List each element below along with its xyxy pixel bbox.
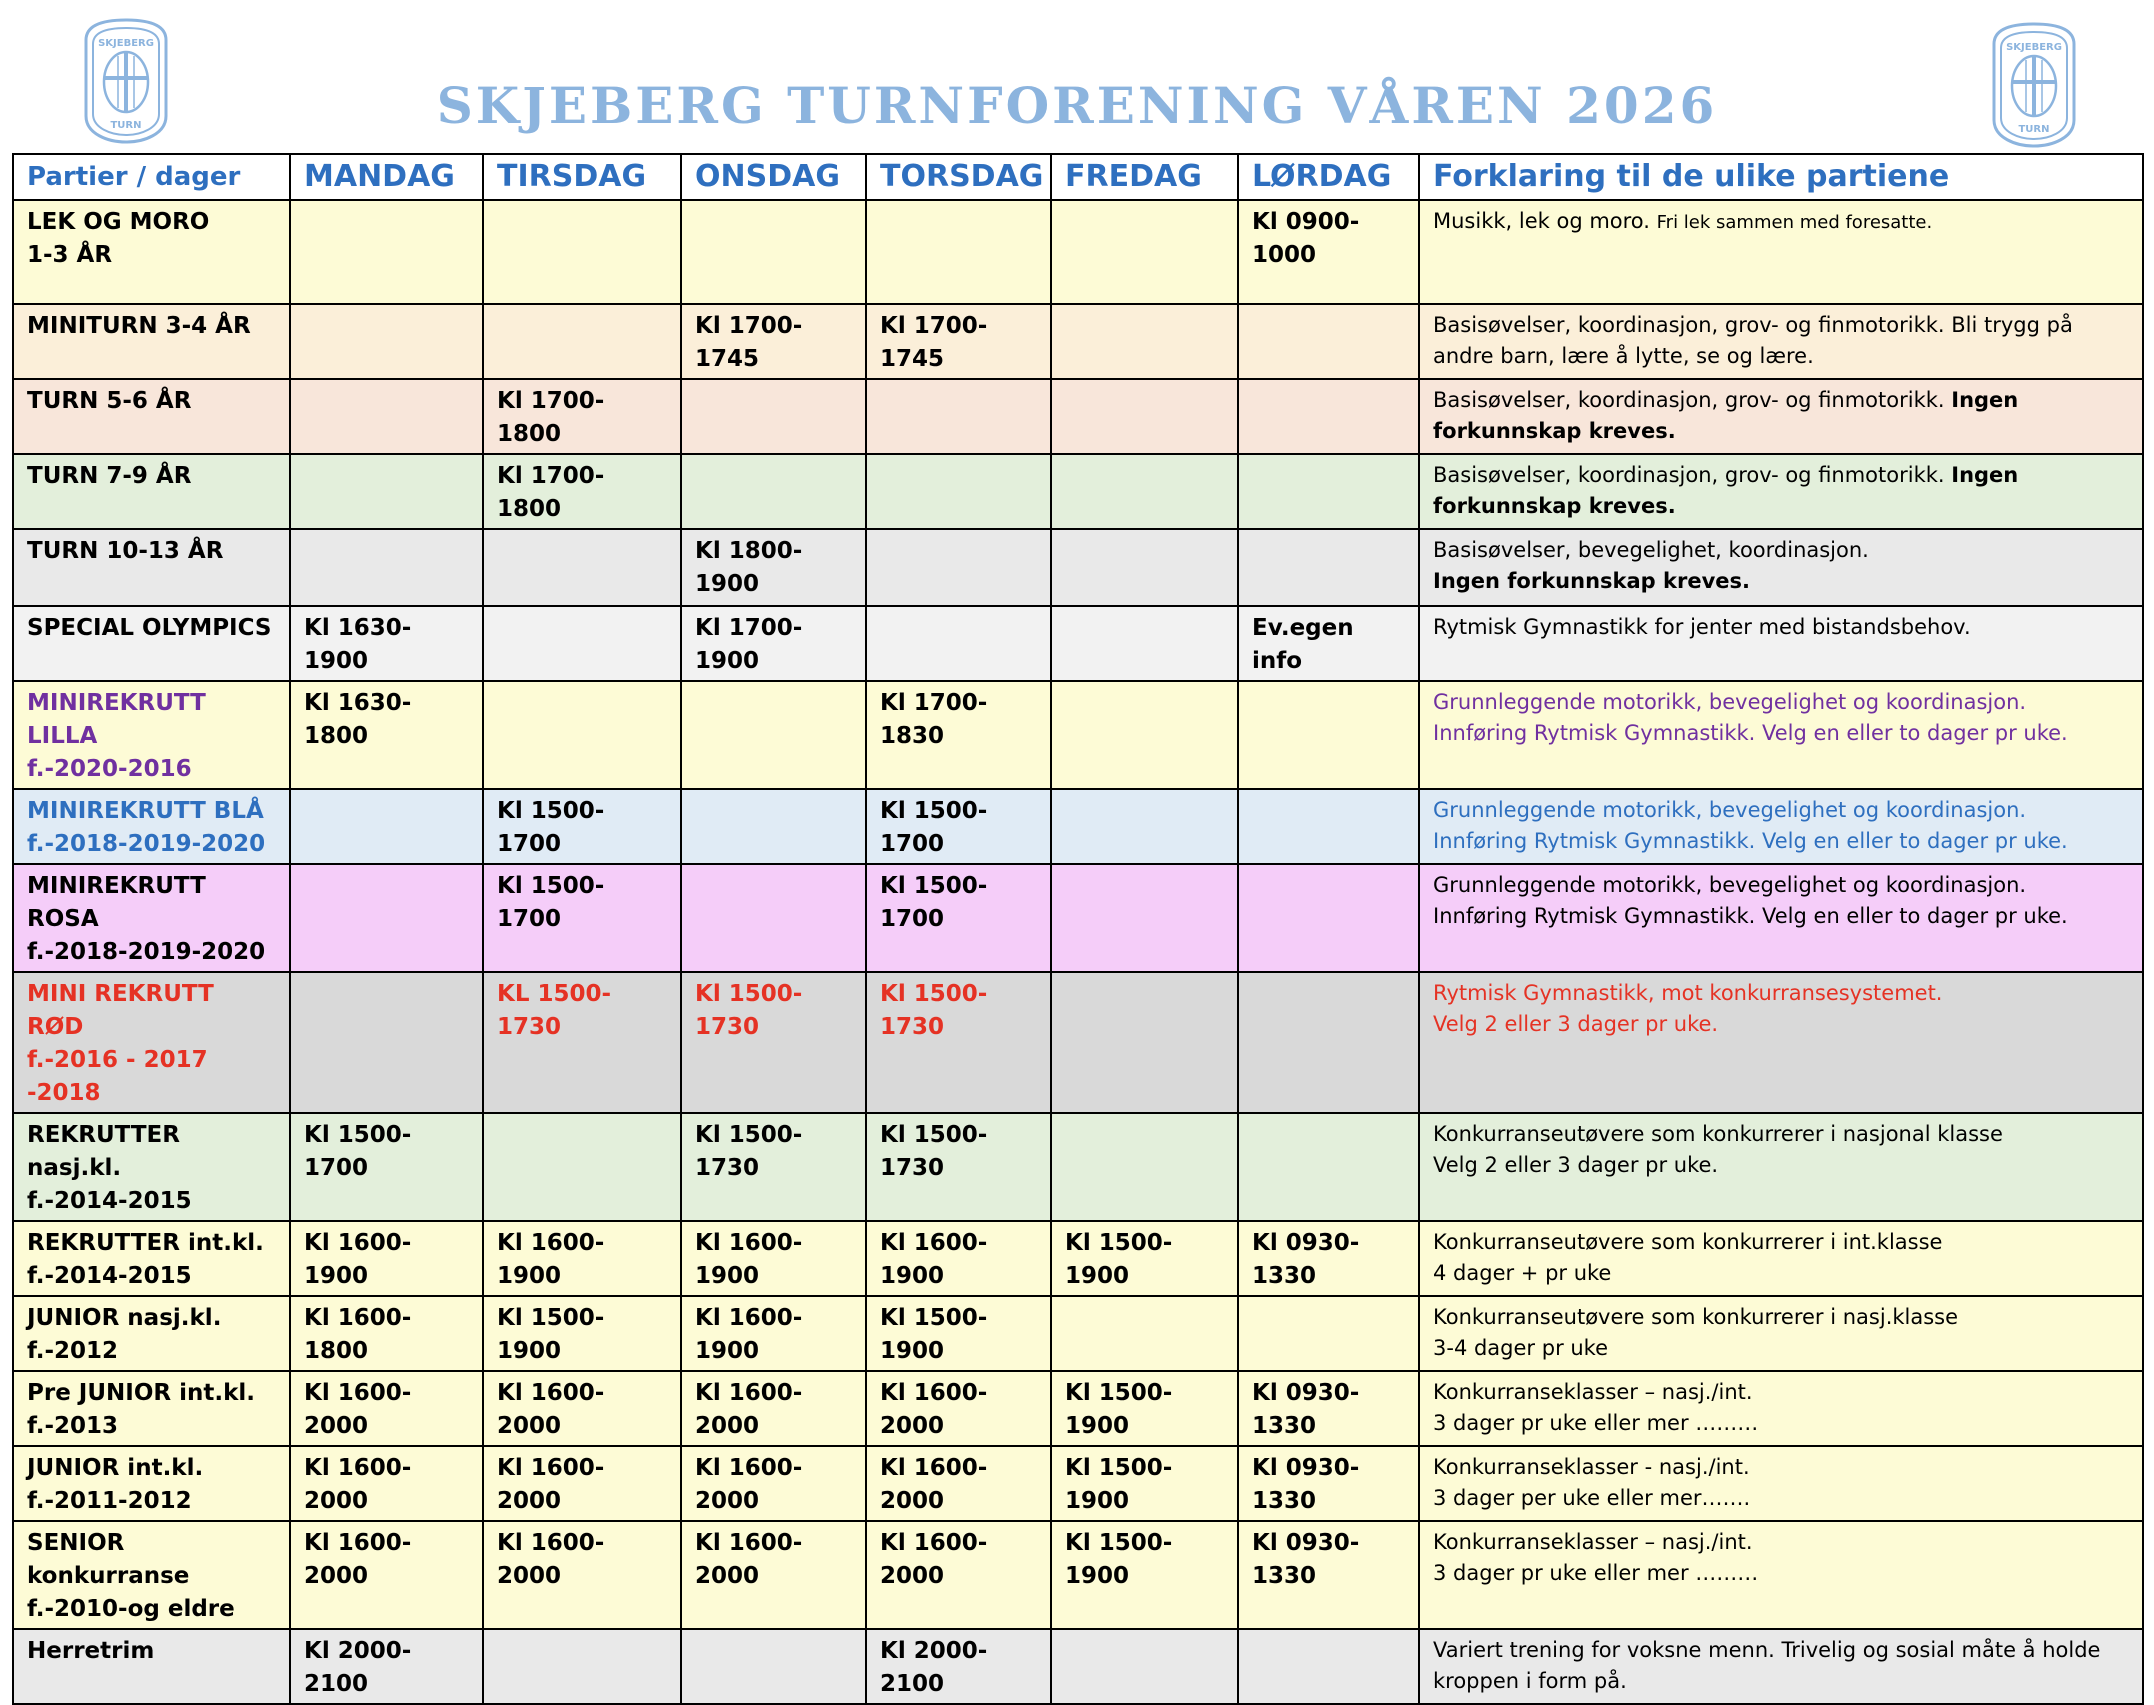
time-cell: Kl 1630-1800: [290, 681, 483, 789]
group-name-cell: [13, 1221, 290, 1296]
column-header-monday: MANDAG: [290, 154, 483, 200]
table-row: [13, 454, 2143, 529]
time-cell: [681, 681, 866, 789]
table-row: [13, 972, 2143, 1113]
description-text: andre barn, lære å lytte, se og lære.: [1433, 344, 1814, 368]
description-line: [1433, 1227, 2129, 1258]
time-cell: Kl 0930-1330: [1238, 1371, 1419, 1446]
description-cell: [1419, 529, 2143, 606]
table-row: [13, 1521, 2143, 1629]
column-header-description: Forklaring til de ulike partiene: [1419, 154, 2143, 200]
time-cell: Kl 0930-1330: [1238, 1221, 1419, 1296]
description-line: [1433, 870, 2129, 901]
table-row: [13, 1296, 2143, 1371]
description-cell: [1419, 1296, 2143, 1371]
time-cell: [1051, 864, 1238, 972]
description-line: [1433, 1119, 2129, 1150]
group-name-line: MINIREKRUTT ROSA: [27, 873, 206, 932]
description-line: [1433, 718, 2129, 749]
time-cell: Kl 1700-1800: [483, 454, 681, 529]
column-header-thursday: TORSDAG: [866, 154, 1051, 200]
description-text: Konkurranseklasser - nasj./int.: [1433, 1455, 1750, 1479]
time-cell: [290, 529, 483, 606]
group-name-line: f.-2014-2015: [27, 1263, 192, 1289]
time-cell: Kl 1800-1900: [681, 529, 866, 606]
description-text: Konkurranseutøvere som konkurrerer i int.klasse: [1433, 1230, 1943, 1254]
description-cell: [1419, 789, 2143, 864]
description-text: Variert trening for voksne menn. Trivelig og sosial måte å holde: [1433, 1638, 2101, 1662]
time-cell: [290, 454, 483, 529]
group-name-cell: [13, 454, 290, 529]
group-name-line: f.-2018-2019-2020: [27, 939, 266, 965]
group-name-line: MINITURN 3-4 ÅR: [27, 313, 251, 339]
group-name-cell: [13, 1296, 290, 1371]
description-text: 3 dager pr uke eller mer ………: [1433, 1561, 1759, 1585]
time-cell: [866, 529, 1051, 606]
table-row: [13, 529, 2143, 606]
time-cell: [681, 200, 866, 304]
time-cell: Kl 1700-1745: [681, 304, 866, 379]
table-row: [13, 1446, 2143, 1521]
time-cell: [483, 1113, 681, 1221]
time-cell: Kl 1600-1900: [483, 1221, 681, 1296]
time-cell: [1238, 1296, 1419, 1371]
description-line: [1433, 1666, 2129, 1697]
time-cell: [1051, 200, 1238, 304]
column-header-tuesday: TIRSDAG: [483, 154, 681, 200]
logo-text-top: SKJEBERG: [2006, 42, 2062, 53]
description-line: [1433, 1558, 2129, 1589]
description-text: Velg 2 eller 3 dager pr uke.: [1433, 1012, 1719, 1036]
time-cell: [1238, 972, 1419, 1113]
time-cell: Kl 1600-1900: [290, 1221, 483, 1296]
group-name-line: Herretrim: [27, 1638, 155, 1664]
group-name-line: Pre JUNIOR int.kl.: [27, 1380, 256, 1406]
time-cell: [483, 606, 681, 681]
time-cell: Kl 1630-1900: [290, 606, 483, 681]
description-text: forkunnskap kreves.: [1433, 494, 1676, 518]
table-row: [13, 1113, 2143, 1221]
group-name-line: f.-2012: [27, 1338, 119, 1364]
description-text: kroppen i form på.: [1433, 1669, 1627, 1693]
description-text: 3-4 dager pr uke: [1433, 1336, 1609, 1360]
time-cell: [866, 379, 1051, 454]
description-line: [1433, 491, 2129, 522]
time-cell: Kl 1600-2000: [290, 1446, 483, 1521]
table-row: [13, 681, 2143, 789]
column-header-groups: Partier / dager: [13, 154, 290, 200]
description-cell: [1419, 972, 2143, 1113]
table-row: [13, 304, 2143, 379]
time-cell: [866, 454, 1051, 529]
time-cell: [483, 1629, 681, 1704]
time-cell: [681, 454, 866, 529]
description-cell: [1419, 681, 2143, 789]
group-name-line: TURN 10-13 ÅR: [27, 538, 224, 564]
time-cell: Kl 1700-1800: [483, 379, 681, 454]
time-cell: [1051, 1113, 1238, 1221]
time-cell: [681, 789, 866, 864]
group-name-cell: [13, 200, 290, 304]
description-text: Basisøvelser, koordinasjon, grov- og finmotorikk.: [1433, 388, 1952, 412]
time-cell: [1238, 681, 1419, 789]
description-text: Innføring Rytmisk Gymnastikk. Velg en eller to dager pr uke.: [1433, 829, 2068, 853]
description-cell: [1419, 1521, 2143, 1629]
time-cell: Kl 1500-1700: [866, 864, 1051, 972]
description-text: Konkurranseutøvere som konkurrerer i nasj.klasse: [1433, 1305, 1959, 1329]
table-row: [13, 789, 2143, 864]
time-cell: Kl 1500-1730: [866, 1113, 1051, 1221]
description-text: Grunnleggende motorikk, bevegelighet og koordinasjon.: [1433, 798, 2027, 822]
time-cell: Kl 0930-1330: [1238, 1446, 1419, 1521]
group-name-line: f.-2018-2019-2020: [27, 831, 266, 857]
time-cell: [483, 304, 681, 379]
group-name-cell: [13, 1446, 290, 1521]
time-cell: [1051, 304, 1238, 379]
logo-text-bottom: TURN: [110, 120, 142, 131]
time-cell: Kl 2000-2100: [866, 1629, 1051, 1704]
group-name-line: f.-2016 - 2017 -2018: [27, 1047, 208, 1106]
logo-text-top: SKJEBERG: [98, 38, 154, 49]
group-name-cell: [13, 789, 290, 864]
description-line: [1433, 310, 2129, 341]
time-cell: [1051, 972, 1238, 1113]
time-cell: Kl 1600-2000: [681, 1446, 866, 1521]
description-line: [1433, 1333, 2129, 1364]
time-cell: [681, 379, 866, 454]
group-name-line: f.-2013: [27, 1413, 119, 1439]
group-name-line: MINI REKRUTT RØD: [27, 981, 214, 1040]
description-text: Ingen: [1951, 463, 2019, 487]
time-cell: [290, 864, 483, 972]
time-cell: Kl 1500-1900: [1051, 1446, 1238, 1521]
logo-text-bottom: TURN: [2018, 124, 2050, 135]
description-text: Grunnleggende motorikk, bevegelighet og koordinasjon.: [1433, 873, 2027, 897]
description-line: [1433, 460, 2129, 491]
time-cell: Kl 1600-2000: [681, 1521, 866, 1629]
time-cell: Kl 1600-2000: [290, 1521, 483, 1629]
time-cell: Kl 1500-1700: [866, 789, 1051, 864]
description-line: [1433, 826, 2129, 857]
description-line: [1433, 206, 2129, 238]
description-line: [1433, 341, 2129, 372]
table-row: [13, 1371, 2143, 1446]
time-cell: Kl 1500-1730: [681, 972, 866, 1113]
description-text: Konkurranseklasser – nasj./int.: [1433, 1380, 1753, 1404]
table-header-row: [13, 154, 2143, 200]
group-name-line: TURN 5-6 ÅR: [27, 388, 192, 414]
description-text: Fri lek sammen med foresatte.: [1656, 212, 1933, 233]
time-cell: [681, 1629, 866, 1704]
time-cell: Kl 0930-1330: [1238, 1521, 1419, 1629]
description-text: Basisøvelser, koordinasjon, grov- og finmotorikk. Bli trygg på: [1433, 313, 2073, 337]
description-cell: [1419, 379, 2143, 454]
time-cell: [1051, 1296, 1238, 1371]
description-line: [1433, 1527, 2129, 1558]
table-row: [13, 1629, 2143, 1704]
group-name-line: MINIREKRUTT BLÅ: [27, 798, 264, 824]
description-text: Grunnleggende motorikk, bevegelighet og koordinasjon.: [1433, 690, 2027, 714]
description-text: Ingen: [1951, 388, 2019, 412]
group-name-cell: [13, 681, 290, 789]
description-line: [1433, 1452, 2129, 1483]
time-cell: Kl 1600-2000: [290, 1371, 483, 1446]
group-name-line: MINIREKRUTT LILLA: [27, 690, 206, 749]
description-line: [1433, 385, 2129, 416]
time-cell: [1051, 1629, 1238, 1704]
group-name-cell: [13, 1521, 290, 1629]
description-text: forkunnskap kreves.: [1433, 419, 1676, 443]
group-name-cell: [13, 304, 290, 379]
page-title: SKJEBERG TURNFORENING VÅREN 2026: [436, 76, 1718, 135]
description-text: Konkurranseutøvere som konkurrerer i nasjonal klasse: [1433, 1122, 2003, 1146]
time-cell: [483, 200, 681, 304]
description-text: Innføring Rytmisk Gymnastikk. Velg en eller to dager pr uke.: [1433, 904, 2068, 928]
description-text: 3 dager per uke eller mer…….: [1433, 1486, 1751, 1510]
description-line: [1433, 612, 2129, 643]
group-name-cell: [13, 529, 290, 606]
time-cell: [681, 864, 866, 972]
group-name-line: REKRUTTER nasj.kl.: [27, 1122, 180, 1181]
description-text: Innføring Rytmisk Gymnastikk. Velg en eller to dager pr uke.: [1433, 721, 2068, 745]
description-cell: [1419, 1221, 2143, 1296]
time-cell: Kl 1600-2000: [681, 1371, 866, 1446]
description-cell: [1419, 1113, 2143, 1221]
time-cell: Kl 1500-1900: [1051, 1221, 1238, 1296]
description-line: [1433, 901, 2129, 932]
time-cell: [1051, 789, 1238, 864]
group-name-line: JUNIOR nasj.kl.: [27, 1305, 222, 1331]
group-name-cell: [13, 1371, 290, 1446]
time-cell: Kl 1600-2000: [866, 1521, 1051, 1629]
group-name-cell: [13, 1629, 290, 1704]
time-cell: [1238, 789, 1419, 864]
time-cell: [1238, 529, 1419, 606]
group-name-line: LEK OG MORO: [27, 209, 210, 235]
schedule-table: [12, 153, 2144, 1705]
time-cell: [290, 304, 483, 379]
group-name-line: f.-2014-2015: [27, 1188, 192, 1214]
group-name-line: f.-2010-og eldre: [27, 1596, 235, 1622]
table-row: [13, 200, 2143, 304]
time-cell: Kl 1600-1800: [290, 1296, 483, 1371]
description-line: [1433, 1258, 2129, 1289]
description-line: [1433, 1483, 2129, 1514]
time-cell: Kl 1500-1900: [1051, 1371, 1238, 1446]
time-cell: [290, 972, 483, 1113]
description-line: [1433, 1009, 2129, 1040]
time-cell: [1238, 454, 1419, 529]
time-cell: Kl 1500-1900: [483, 1296, 681, 1371]
time-cell: Kl 0900-1000: [1238, 200, 1419, 304]
description-text: Basisøvelser, koordinasjon, grov- og finmotorikk.: [1433, 463, 1952, 487]
time-cell: Kl 1500-1730: [866, 972, 1051, 1113]
time-cell: [483, 681, 681, 789]
time-cell: Kl 1600-1900: [681, 1221, 866, 1296]
description-text: Rytmisk Gymnastikk for jenter med bistandsbehov.: [1433, 615, 1971, 639]
description-line: [1433, 1377, 2129, 1408]
group-name-line: TURN 7-9 ÅR: [27, 463, 192, 489]
column-header-saturday: LØRDAG: [1238, 154, 1419, 200]
table-row: [13, 1221, 2143, 1296]
table-row: [13, 606, 2143, 681]
group-name-line: REKRUTTER int.kl.: [27, 1230, 264, 1256]
description-text: Velg 2 eller 3 dager pr uke.: [1433, 1153, 1719, 1177]
description-cell: [1419, 454, 2143, 529]
group-name-cell: [13, 1113, 290, 1221]
description-text: 4 dager + pr uke: [1433, 1261, 1612, 1285]
time-cell: Kl 1500-1900: [1051, 1521, 1238, 1629]
time-cell: Kl 1600-2000: [866, 1371, 1051, 1446]
time-cell: Kl 1500-1700: [483, 789, 681, 864]
description-text: Basisøvelser, bevegelighet, koordinasjon.: [1433, 538, 1869, 562]
time-cell: [1051, 454, 1238, 529]
time-cell: [290, 379, 483, 454]
time-cell: [866, 200, 1051, 304]
description-cell: [1419, 1446, 2143, 1521]
time-cell: Kl 1700-1900: [681, 606, 866, 681]
time-cell: [1238, 864, 1419, 972]
time-cell: Kl 1600-1900: [681, 1296, 866, 1371]
time-cell: [1051, 529, 1238, 606]
time-cell: [1051, 606, 1238, 681]
group-name-line: f.-2020-2016: [27, 756, 192, 782]
group-name-line: f.-2011-2012: [27, 1488, 192, 1514]
time-cell: [1238, 379, 1419, 454]
time-cell: Kl 2000-2100: [290, 1629, 483, 1704]
description-line: [1433, 566, 2129, 597]
description-cell: [1419, 1371, 2143, 1446]
time-cell: [866, 606, 1051, 681]
time-cell: Kl 1500-1700: [483, 864, 681, 972]
time-cell: Kl 1700-1830: [866, 681, 1051, 789]
time-cell: [290, 200, 483, 304]
description-line: [1433, 416, 2129, 447]
time-cell: [1051, 379, 1238, 454]
time-cell: Kl 1500-1730: [681, 1113, 866, 1221]
description-line: [1433, 1302, 2129, 1333]
time-cell: [1051, 681, 1238, 789]
time-cell: [1238, 1629, 1419, 1704]
description-line: [1433, 1635, 2129, 1666]
group-name-line: SENIOR konkurranse: [27, 1530, 190, 1589]
description-cell: [1419, 1629, 2143, 1704]
description-line: [1433, 1150, 2129, 1181]
description-cell: [1419, 864, 2143, 972]
description-text: 3 dager pr uke eller mer ………: [1433, 1411, 1759, 1435]
table-row: [13, 379, 2143, 454]
time-cell: Kl 1600-2000: [483, 1521, 681, 1629]
column-header-friday: FREDAG: [1051, 154, 1238, 200]
description-text: Musikk, lek og moro.: [1433, 209, 1657, 233]
group-name-cell: [13, 379, 290, 454]
description-text: Ingen forkunnskap kreves.: [1433, 569, 1750, 593]
table-row: [13, 864, 2143, 972]
group-name-cell: [13, 972, 290, 1113]
time-cell: [483, 529, 681, 606]
time-cell: [290, 789, 483, 864]
time-cell: Kl 1500-1900: [866, 1296, 1051, 1371]
group-name-line: SPECIAL OLYMPICS: [27, 615, 272, 641]
description-line: [1433, 1408, 2129, 1439]
group-name-cell: [13, 864, 290, 972]
group-name-cell: [13, 606, 290, 681]
time-cell: Kl 1700-1745: [866, 304, 1051, 379]
time-cell: Kl 1600-2000: [866, 1446, 1051, 1521]
time-cell: [1238, 1113, 1419, 1221]
description-line: [1433, 795, 2129, 826]
time-cell: Kl 1600-2000: [483, 1446, 681, 1521]
description-text: Konkurranseklasser – nasj./int.: [1433, 1530, 1753, 1554]
group-name-line: JUNIOR int.kl.: [27, 1455, 204, 1481]
description-text: Rytmisk Gymnastikk, mot konkurransesystemet.: [1433, 981, 1943, 1005]
time-cell: Kl 1600-1900: [866, 1221, 1051, 1296]
time-cell: Kl 1500-1700: [290, 1113, 483, 1221]
description-cell: [1419, 304, 2143, 379]
time-cell: KL 1500-1730: [483, 972, 681, 1113]
time-cell: Ev.egen info: [1238, 606, 1419, 681]
description-line: [1433, 535, 2129, 566]
description-line: [1433, 687, 2129, 718]
column-header-wednesday: ONSDAG: [681, 154, 866, 200]
description-cell: [1419, 200, 2143, 304]
time-cell: Kl 1600-2000: [483, 1371, 681, 1446]
description-cell: [1419, 606, 2143, 681]
description-line: [1433, 978, 2129, 1009]
time-cell: [1238, 304, 1419, 379]
group-name-line: 1-3 ÅR: [27, 242, 113, 268]
